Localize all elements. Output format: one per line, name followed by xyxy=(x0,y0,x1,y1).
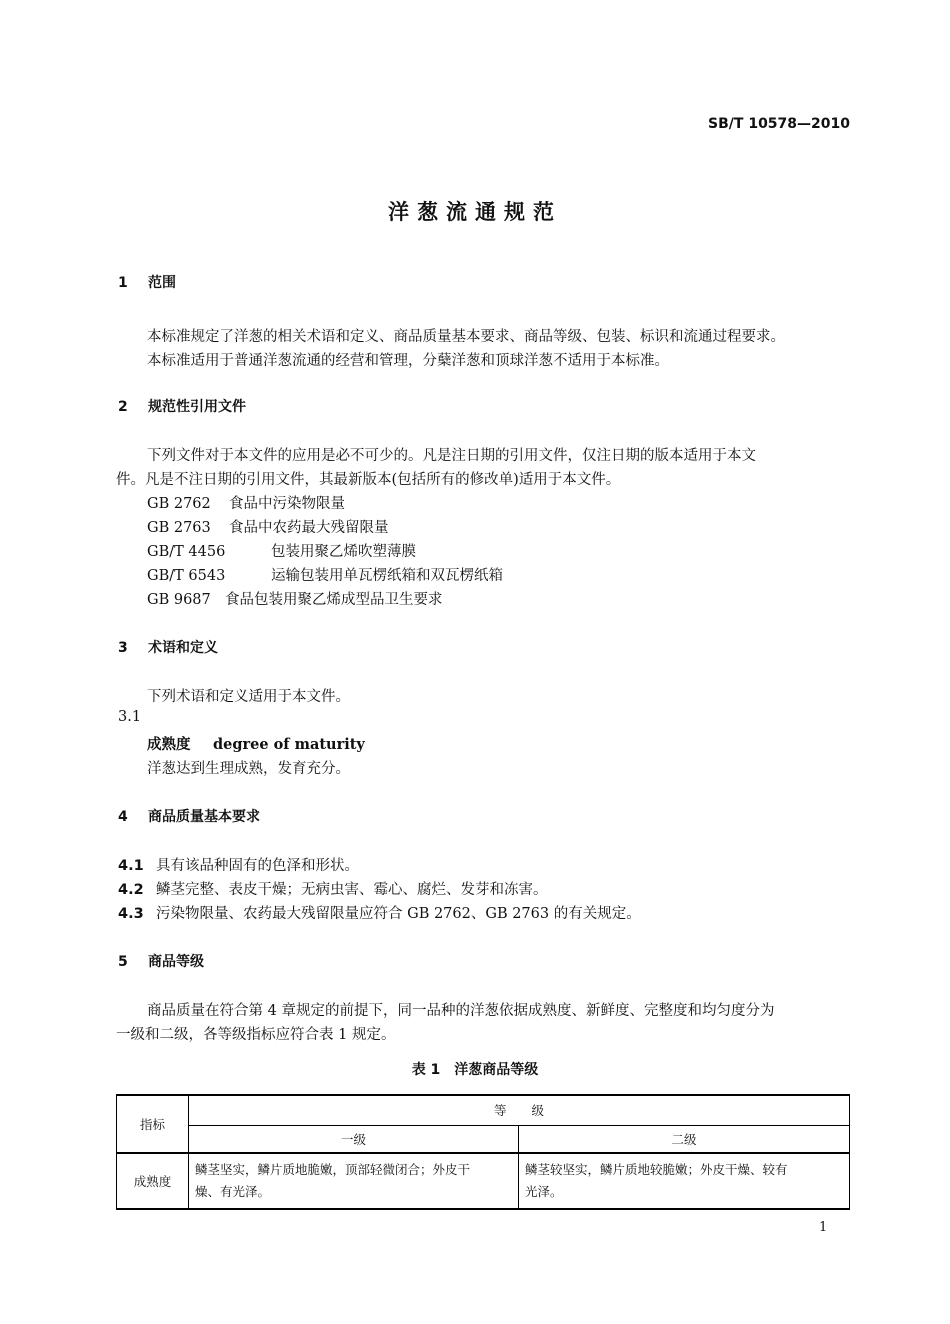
section-4-heading xyxy=(118,806,260,826)
terms-intro: 下列术语和定义适用于本文件。 xyxy=(147,689,350,705)
page-number: 1 xyxy=(819,1220,828,1235)
section-1-heading xyxy=(118,272,176,292)
section-number: 1 xyxy=(118,275,128,291)
reference-item xyxy=(147,492,345,513)
term-definition: 洋葱达到生理成熟，发育充分。 xyxy=(147,761,350,777)
table-caption: 表 1 洋葱商品等级 xyxy=(411,1062,539,1078)
section-3-heading xyxy=(118,637,218,657)
section-title: 商品质量基本要求 xyxy=(148,809,260,825)
section-5-heading xyxy=(118,951,204,971)
section-title: 规范性引用文件 xyxy=(148,399,246,415)
section-number: 2 xyxy=(118,399,128,415)
cell-line: 鳞茎坚实，鳞片质地脆嫩，顶部轻微闭合；外皮干 xyxy=(195,1162,471,1177)
reference-name: 食品包装用聚乙烯成型品卫生要求 xyxy=(225,592,443,608)
scope-paragraph-2: 本标准适用于普通洋葱流通的经营和管理，分蘖洋葱和顶球洋葱不适用于本标准。 xyxy=(147,353,669,369)
quality-item xyxy=(118,854,359,875)
section-number: 5 xyxy=(118,954,128,970)
term-english: degree of maturity xyxy=(213,736,365,753)
reference-name: 运输包装用单瓦楞纸箱和双瓦楞纸箱 xyxy=(271,568,503,584)
header-first-grade: 一级 xyxy=(189,1125,519,1153)
document-title: 洋葱流通规范 xyxy=(388,200,562,224)
section-2-heading xyxy=(118,396,246,416)
quality-item xyxy=(118,902,641,923)
quality-number: 4.3 xyxy=(118,906,144,922)
scope-paragraph-1: 本标准规定了洋葱的相关术语和定义、商品质量基本要求、商品等级、包装、标识和流通过程要求。 xyxy=(147,329,785,345)
reference-code: GB 2762 xyxy=(147,496,211,512)
term-heading xyxy=(147,733,365,754)
reference-item xyxy=(147,588,443,609)
section-number: 3 xyxy=(118,640,128,656)
cell-first-grade-maturity xyxy=(189,1153,519,1209)
standard-code: SB/T 10578—2010 xyxy=(708,116,850,132)
header-second-grade: 二级 xyxy=(519,1125,850,1153)
reference-code: GB/T 6543 xyxy=(147,568,226,584)
table-row xyxy=(117,1153,850,1209)
quality-number: 4.2 xyxy=(118,882,144,898)
reference-item xyxy=(147,540,416,561)
grade-table xyxy=(116,1094,850,1210)
cell-second-grade-maturity xyxy=(519,1153,850,1209)
quality-number: 4.1 xyxy=(118,858,144,874)
reference-item xyxy=(147,564,503,585)
header-grade: 等 级 xyxy=(189,1095,850,1125)
reference-name: 包装用聚乙烯吹塑薄膜 xyxy=(271,544,416,560)
reference-name: 食品中污染物限量 xyxy=(229,496,345,512)
reference-code: GB 9687 xyxy=(147,592,211,608)
section-title: 范围 xyxy=(148,275,176,291)
reference-code: GB/T 4456 xyxy=(147,544,226,560)
section-number: 4 xyxy=(118,809,128,825)
cell-line: 光泽。 xyxy=(525,1184,563,1199)
quality-text: 鳞茎完整、表皮干燥；无病虫害、霉心、腐烂、发芽和冻害。 xyxy=(156,882,548,898)
term-chinese: 成熟度 xyxy=(147,737,191,753)
section-title: 商品等级 xyxy=(148,954,204,970)
reference-item xyxy=(147,516,389,537)
grades-paragraph-line-1: 商品质量在符合第 4 章规定的前提下，同一品种的洋葱依据成熟度、新鲜度、完整度和均匀度分为 xyxy=(147,1003,775,1019)
quality-text: 污染物限量、农药最大残留限量应符合 GB 2762、GB 2763 的有关规定。 xyxy=(156,906,641,922)
reference-name: 食品中农药最大残留限量 xyxy=(229,520,389,536)
header-indicator: 指标 xyxy=(117,1095,189,1153)
grades-paragraph-line-2: 一级和二级，各等级指标应符合表 1 规定。 xyxy=(116,1027,396,1043)
quality-text: 具有该品种固有的色泽和形状。 xyxy=(156,858,359,874)
reference-code: GB 2763 xyxy=(147,520,211,536)
term-number: 3.1 xyxy=(118,709,142,725)
cell-line: 鳞茎较坚实，鳞片质地较脆嫩；外皮干燥、较有 xyxy=(525,1162,788,1177)
quality-item xyxy=(118,878,548,899)
refs-intro-line-2: 件。凡是不注日期的引用文件，其最新版本(包括所有的修改单)适用于本文件。 xyxy=(116,472,621,488)
row-label-maturity: 成熟度 xyxy=(117,1153,189,1209)
refs-intro-line-1: 下列文件对于本文件的应用是必不可少的。凡是注日期的引用文件，仅注日期的版本适用于本文 xyxy=(147,448,756,464)
cell-line: 燥、有光泽。 xyxy=(195,1184,271,1199)
section-title: 术语和定义 xyxy=(148,640,218,656)
